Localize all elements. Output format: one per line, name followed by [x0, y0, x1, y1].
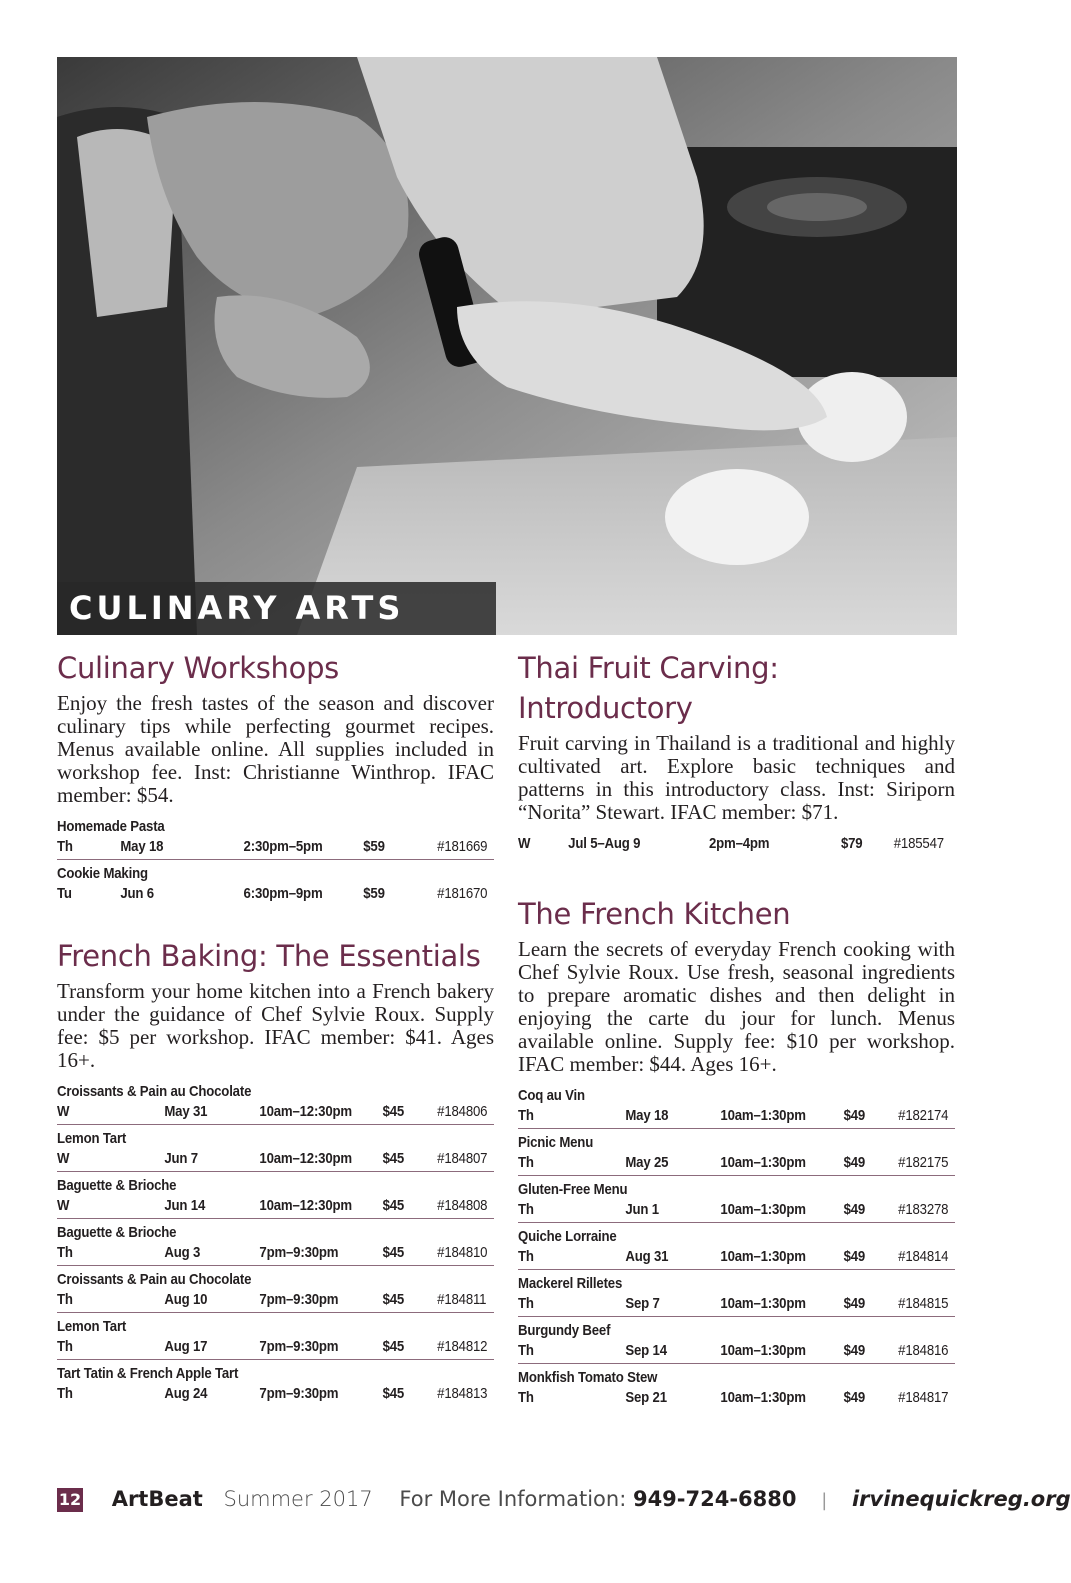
session-code: #184810 [437, 1244, 488, 1261]
session-fee: $49 [843, 1107, 866, 1124]
session-row [518, 834, 955, 854]
session-code: #184812 [437, 1338, 488, 1355]
session-date: Jul 5–Aug 9 [568, 835, 641, 852]
session-code: #183278 [898, 1201, 949, 1218]
session-time: 7pm–9:30pm [259, 1338, 339, 1355]
session-date: May 18 [120, 838, 164, 855]
section-title: Culinary Workshops [57, 651, 339, 685]
session-code: #184813 [437, 1385, 488, 1402]
session-fee: $45 [382, 1150, 405, 1167]
session-day: W [518, 835, 531, 852]
brand-name: ArtBeat [111, 1487, 203, 1511]
session-time: 7pm–9:30pm [259, 1244, 339, 1261]
session-date: Aug 17 [164, 1338, 208, 1355]
session-name: Baguette & Brioche [57, 1224, 177, 1241]
session-time: 10am–1:30pm [720, 1389, 806, 1406]
session-item[interactable] [518, 1180, 955, 1223]
session-list [57, 817, 494, 906]
session-item[interactable] [518, 834, 955, 856]
session-date: Jun 6 [120, 885, 154, 902]
section-title: The French Kitchen [518, 897, 791, 931]
session-name: Tart Tatin & French Apple Tart [57, 1365, 239, 1382]
session-fee: $45 [382, 1244, 405, 1261]
session-item[interactable] [518, 1086, 955, 1129]
session-day: Th [518, 1201, 534, 1218]
session-date: Aug 3 [164, 1244, 201, 1261]
session-date: Jun 7 [164, 1150, 198, 1167]
session-name: Lemon Tart [57, 1318, 127, 1335]
session-day: Th [57, 838, 73, 855]
session-row [518, 1106, 955, 1126]
session-item[interactable] [518, 1321, 955, 1364]
session-code: #184806 [437, 1103, 488, 1120]
left-column [57, 648, 494, 1410]
session-name: Cookie Making [57, 865, 148, 882]
session-list [518, 834, 955, 856]
session-date: Jun 14 [164, 1197, 206, 1214]
session-fee: $45 [382, 1103, 405, 1120]
session-name: Mackerel Rilletes [518, 1275, 623, 1292]
session-item[interactable] [518, 1274, 955, 1317]
session-row [57, 1384, 494, 1404]
session-name: Picnic Menu [518, 1134, 594, 1151]
session-item[interactable] [518, 1227, 955, 1270]
session-code: #181669 [437, 838, 488, 855]
session-row [57, 1243, 494, 1263]
section-title: Thai Fruit Carving: Introductory [518, 651, 779, 725]
session-list [518, 1086, 955, 1410]
french-baking-section [57, 936, 494, 1406]
session-name: Croissants & Pain au Chocolate [57, 1271, 252, 1288]
session-time: 10am–1:30pm [720, 1154, 806, 1171]
session-time: 10am–1:30pm [720, 1342, 806, 1359]
session-code: #184815 [898, 1295, 949, 1312]
session-item[interactable] [57, 1317, 494, 1360]
session-day: Th [518, 1389, 534, 1406]
session-fee: $79 [840, 835, 863, 852]
session-fee: $49 [843, 1248, 866, 1265]
session-time: 7pm–9:30pm [259, 1385, 339, 1402]
session-time: 10am–1:30pm [720, 1201, 806, 1218]
session-row [518, 1388, 955, 1408]
session-code: #184808 [437, 1197, 488, 1214]
session-fee: $45 [382, 1291, 405, 1308]
session-day: Th [518, 1248, 534, 1265]
session-day: Th [57, 1244, 73, 1261]
session-time: 2:30pm–5pm [243, 838, 323, 855]
session-row [57, 1149, 494, 1169]
culinary-workshops-section [57, 648, 494, 906]
section-description: Transform your home kitchen into a French bakery under the guidance of Chef Sylvie Roux. Supply fee: $5 per workshop. IFAC member: $41. Ages 16+. [57, 979, 494, 1072]
session-fee: $49 [843, 1154, 866, 1171]
session-time: 10am–1:30pm [720, 1107, 806, 1124]
session-name: Burgundy Beef [518, 1322, 611, 1339]
session-day: Th [57, 1338, 73, 1355]
session-date: Sep 7 [625, 1295, 660, 1312]
session-row [57, 1102, 494, 1122]
section-description: Fruit carving in Thailand is a traditional and highly cultivated art. Explore basic techniques and patterns in this introductory class. Inst: Siriporn “Norita” Stewart. IFAC member: $71. [518, 731, 955, 824]
session-item[interactable] [57, 1364, 494, 1406]
session-day: Th [518, 1154, 534, 1171]
session-item[interactable] [518, 1133, 955, 1176]
session-item[interactable] [57, 1270, 494, 1313]
session-name: Gluten-Free Menu [518, 1181, 628, 1198]
session-fee: $49 [843, 1201, 866, 1218]
session-code: #184811 [437, 1291, 487, 1308]
section-title: French Baking: The Essentials [57, 939, 481, 973]
section-banner: CULINARY ARTS [57, 582, 496, 635]
hero-photo [57, 57, 957, 635]
session-fee: $45 [382, 1197, 405, 1214]
session-row [57, 884, 494, 904]
session-code: #182175 [898, 1154, 949, 1171]
session-row [57, 837, 494, 857]
session-code: #184817 [898, 1389, 949, 1406]
session-fee: $59 [363, 838, 385, 855]
session-day: Th [57, 1291, 73, 1308]
session-time: 6:30pm–9pm [243, 885, 323, 902]
session-item[interactable] [57, 1223, 494, 1266]
right-column [518, 648, 955, 1414]
session-item[interactable] [57, 1129, 494, 1172]
session-time: 2pm–4pm [708, 835, 770, 852]
session-fee: $49 [843, 1342, 866, 1359]
issue-season: Summer 2017 [223, 1487, 373, 1511]
info-label: For More Information: [399, 1487, 627, 1511]
session-name: Lemon Tart [57, 1130, 127, 1147]
session-row [518, 1341, 955, 1361]
session-row [518, 1247, 955, 1267]
session-item[interactable] [518, 1368, 955, 1410]
session-fee: $45 [382, 1338, 405, 1355]
session-name: Baguette & Brioche [57, 1177, 177, 1194]
session-time: 10am–1:30pm [720, 1295, 806, 1312]
session-code: #184816 [898, 1342, 949, 1359]
session-item[interactable] [57, 1082, 494, 1125]
session-date: May 18 [625, 1107, 669, 1124]
session-row [57, 1337, 494, 1357]
page-number: 12 [57, 1488, 83, 1512]
session-date: Jun 1 [625, 1201, 659, 1218]
session-time: 7pm–9:30pm [259, 1291, 339, 1308]
session-fee: $49 [843, 1389, 866, 1406]
session-day: Th [518, 1342, 534, 1359]
session-day: W [57, 1103, 70, 1120]
session-item[interactable] [57, 1176, 494, 1219]
french-kitchen-section [518, 894, 955, 1410]
session-time: 10am–1:30pm [720, 1248, 806, 1265]
section-description: Learn the secrets of everyday French cooking with Chef Sylvie Roux. Use fresh, seasonal ingredients to prepare aromatic dishes and then delight in enjoying the carte du jour for lunch. Menus available online. Supply fee: $10 per workshop. IFAC member: $44. Ages 16+. [518, 937, 955, 1076]
photo-hands-kneading-dough-icon [57, 57, 957, 635]
session-row [57, 1290, 494, 1310]
session-date: May 25 [625, 1154, 669, 1171]
session-item[interactable] [57, 864, 494, 906]
session-name: Monkfish Tomato Stew [518, 1369, 658, 1386]
session-fee: $49 [843, 1295, 866, 1312]
session-name: Croissants & Pain au Chocolate [57, 1083, 252, 1100]
section-description: Enjoy the fresh tastes of the season and discover culinary tips while perfecting gourmet recipes. Menus available online. All supplies included in workshop fee. Inst: Christianne Winthrop. IFAC member: $54. [57, 691, 494, 807]
session-day: Th [57, 1385, 73, 1402]
session-row [518, 1294, 955, 1314]
session-list [57, 1082, 494, 1406]
page-footer [57, 1484, 1071, 1514]
session-item[interactable] [57, 817, 494, 860]
session-fee: $59 [363, 885, 385, 902]
phone-number[interactable]: 949-724-6880 [632, 1487, 797, 1511]
session-name: Coq au Vin [518, 1087, 585, 1104]
session-name: Homemade Pasta [57, 818, 165, 835]
session-date: Aug 10 [164, 1291, 208, 1308]
session-date: May 31 [164, 1103, 208, 1120]
thai-fruit-carving-section [518, 648, 955, 856]
session-date: Sep 21 [625, 1389, 667, 1406]
session-day: W [57, 1150, 70, 1167]
session-time: 10am–12:30pm [259, 1197, 352, 1214]
session-code: #182174 [898, 1107, 949, 1124]
session-day: Tu [57, 885, 72, 902]
session-fee: $45 [382, 1385, 405, 1402]
session-day: Th [518, 1107, 534, 1124]
session-code: #184814 [898, 1248, 949, 1265]
session-day: W [57, 1197, 70, 1214]
session-code: #181670 [437, 885, 488, 902]
session-date: Aug 31 [625, 1248, 669, 1265]
session-day: Th [518, 1295, 534, 1312]
session-time: 10am–12:30pm [259, 1150, 352, 1167]
session-date: Sep 14 [625, 1342, 667, 1359]
website-link[interactable]: irvinequickreg.org [851, 1487, 1071, 1511]
session-date: Aug 24 [164, 1385, 208, 1402]
session-time: 10am–12:30pm [259, 1103, 352, 1120]
session-row [518, 1200, 955, 1220]
session-code: #184807 [437, 1150, 488, 1167]
session-row [518, 1153, 955, 1173]
session-name: Quiche Lorraine [518, 1228, 617, 1245]
session-code: #185547 [893, 835, 944, 852]
session-row [57, 1196, 494, 1216]
footer-separator: | [821, 1490, 828, 1511]
